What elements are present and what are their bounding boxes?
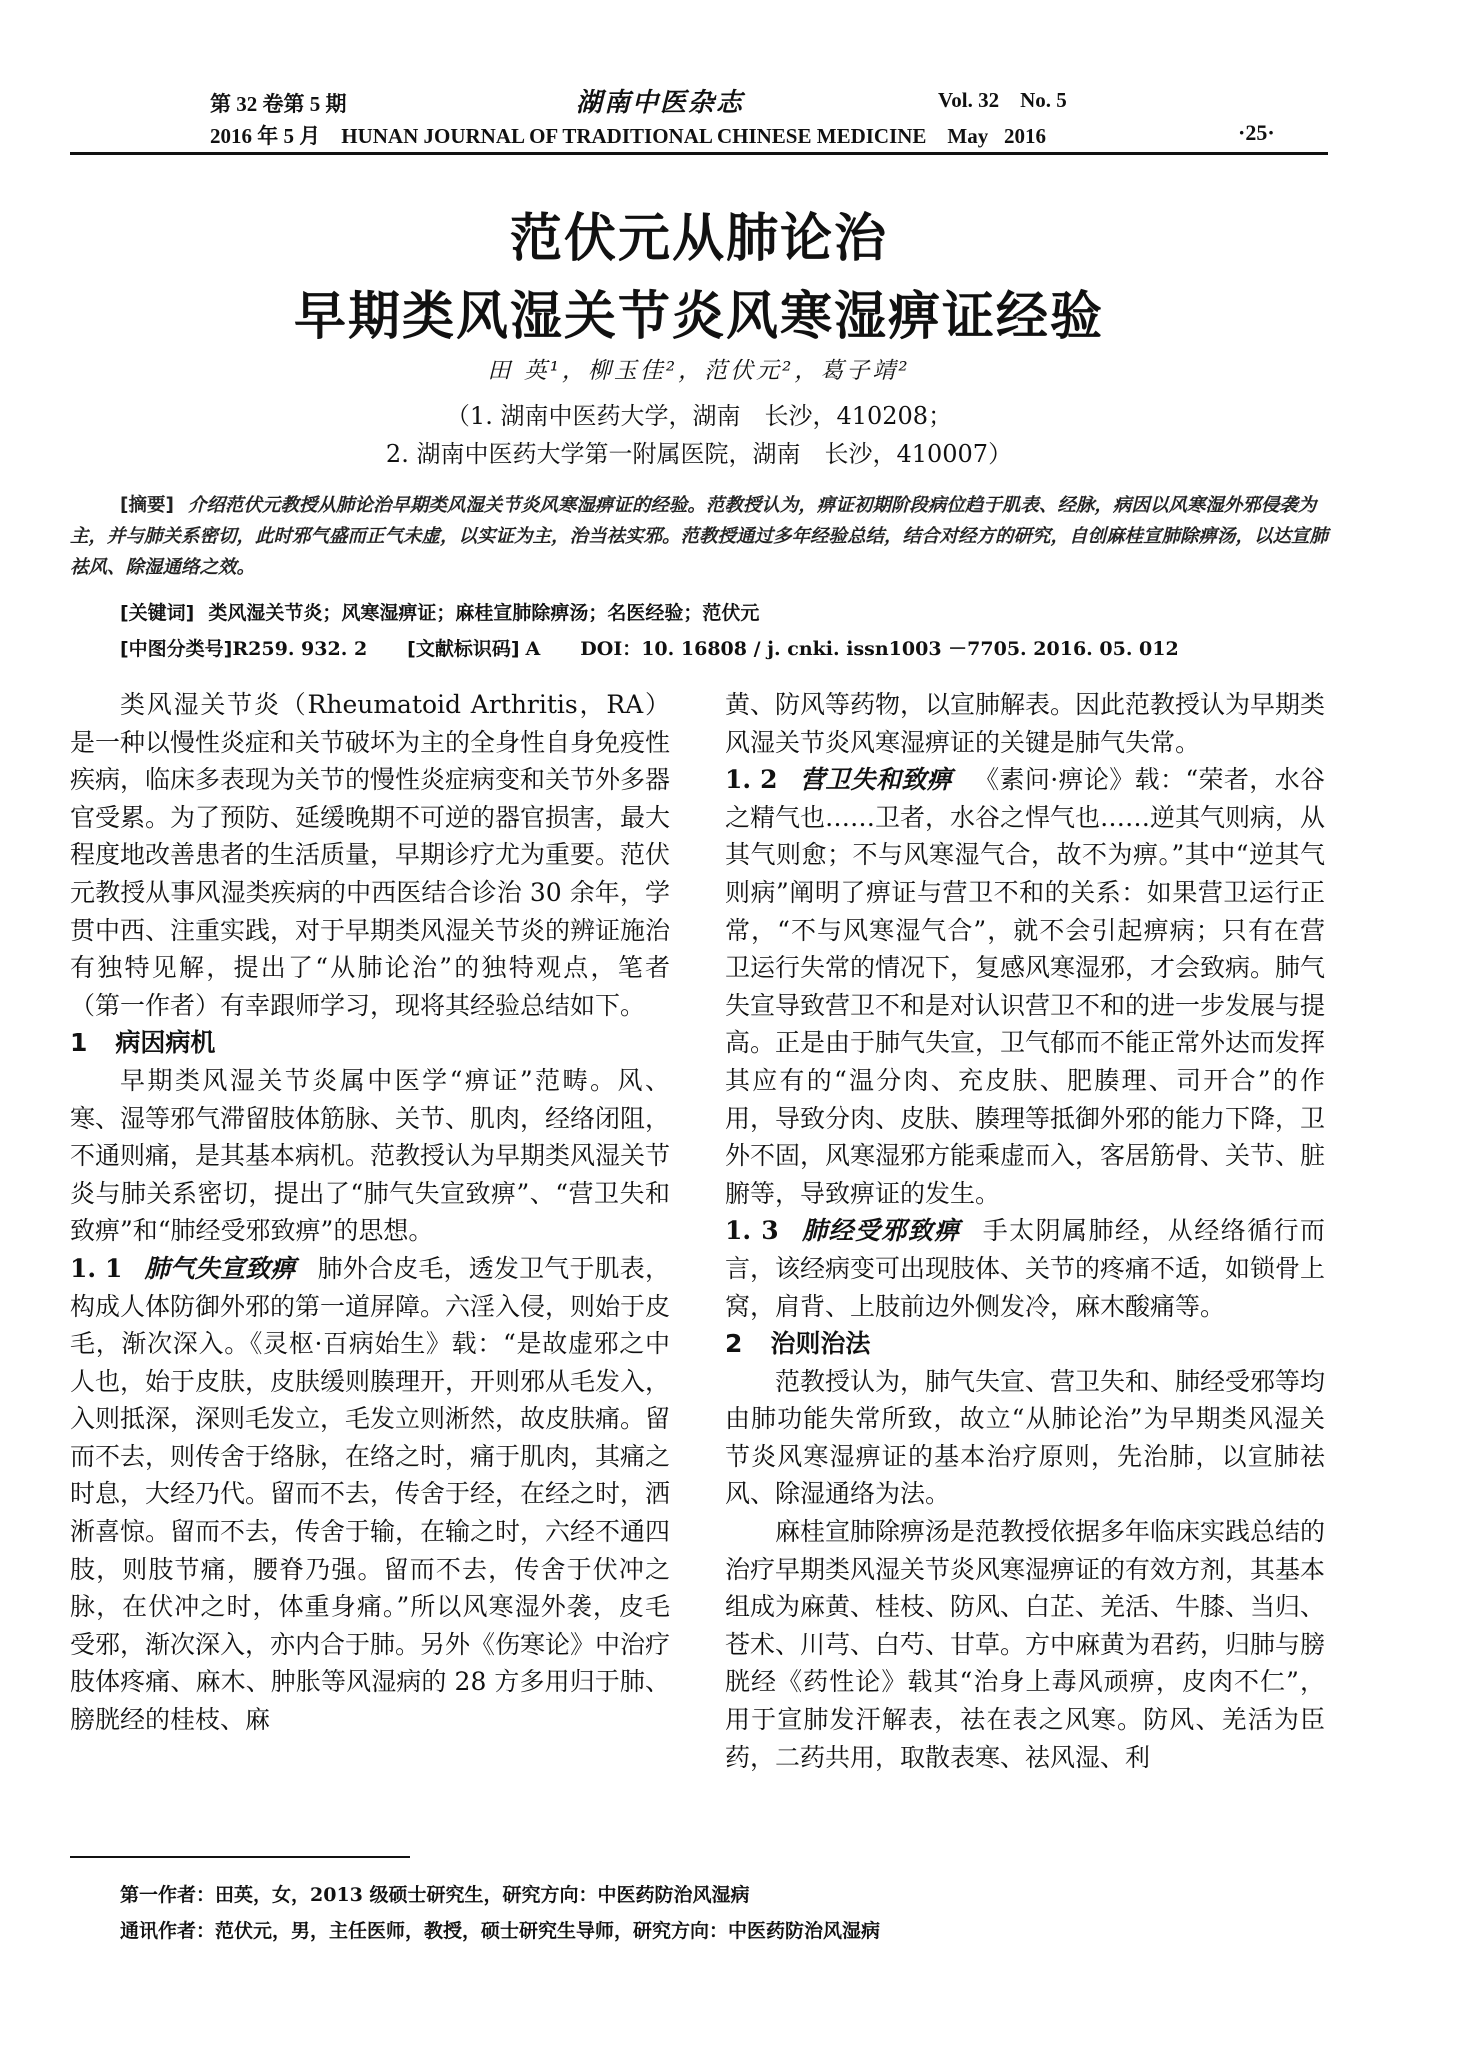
page-number: ·25· [1238, 120, 1275, 145]
subsection-title: 营卫失和致痹 [799, 765, 953, 795]
abstract-label: [摘要] [120, 495, 174, 516]
abstract-text: 介绍范伏元教授从肺论治早期类风湿关节炎风寒湿痹证的经验。范教授认为，痹证初期阶段病位趋于肌表、经脉，病因以风寒湿外邪侵袭为主，并与肺关系密切，此时邪气盛而正气未虚，以实证为主，治当祛实邪。范教授通过多年经验总结，结合对经方的研究，自创麻桂宣肺除痹汤，以达宣肺祛风、除湿通络之效。 [70, 495, 1329, 578]
clc-code: R259. 932. 2 [232, 638, 368, 660]
footnote-corresponding-author: 通讯作者：范伏元，男，主任医师，教授，硕士研究生导师，研究方向：中医药防治风湿病 [120, 1920, 881, 1942]
section-title: 治则治法 [770, 1329, 871, 1359]
section-title: 病因病机 [115, 1028, 216, 1058]
subsection-1-3 [725, 1212, 1325, 1325]
clc-label: [中图分类号] [120, 638, 233, 660]
subsection-title: 肺经受邪致痹 [800, 1216, 961, 1246]
subsection-number: 1. 2 [725, 765, 778, 795]
affiliation-1: （1. 湖南中医药大学，湖南 长沙，410208； [445, 402, 953, 430]
journal-logo: 湖南中医杂志 [576, 88, 745, 118]
footnote-rule [70, 1856, 410, 1858]
subsection-title: 肺气失宣致痹 [144, 1253, 296, 1283]
affiliation-2: 2. 湖南中医药大学第一附属医院，湖南 长沙，410007） [385, 440, 1013, 468]
subsection-number: 1. 1 [70, 1253, 123, 1283]
doi: DOI：10. 16808 / j. cnki. issn1003 －7705. 2016. 05. 012 [580, 638, 1179, 660]
treatment-principle-paragraph: 范教授认为，肺气失宣、营卫失和、肺经受邪等均由肺功能失常所致，故立“从肺论治”为早期类风湿关节炎风寒湿痹证的基本治疗原则，先治肺，以宣肺祛风、除湿通络为法。 [725, 1366, 1326, 1509]
author-list: 田 英¹，柳玉佳²，范伏元²，葛子靖² [487, 358, 911, 384]
footnote-first-author: 第一作者：田英，女，2013 级硕士研究生，研究方向：中医药防治风湿病 [120, 1884, 750, 1906]
intro-paragraph: 类风湿关节炎（Rheumatoid Arthritis，RA）是一种以慢性炎症和关节破坏为主的全身性自身免疫性疾病，临床多表现为关节的慢性炎症病变和关节外多器官受累。为了预防、延缓晚期不可逆的器官损害，最大程度地改善患者的生活质量，早期诊疗尤为重要。范伏元教授从事风湿类疾病的中西医结合诊治 30 余年，学贯中西、注重实践，对于早期类风湿关节炎的辨证施治有独特见解，提出了“从肺论治”的独特观点，笔者（第一作者）有幸跟师学习，现将其经验总结如下。 [70, 690, 671, 1020]
journal-date-line: 2016 年 5 月 HUNAN JOURNAL OF TRADITIONAL CHINESE MEDICINE May 2016 [210, 124, 1046, 148]
section-number: 2 [725, 1329, 743, 1359]
body-right-column [725, 686, 1325, 1776]
section-number: 1 [70, 1028, 88, 1058]
subsection-1-1 [70, 1250, 670, 1739]
continued-paragraph: 黄、防风等药物，以宣肺解表。因此范教授认为早期类风湿关节炎风寒湿痹证的关键是肺气失常。 [725, 690, 1326, 757]
doc-label: [文献标识码] [407, 638, 520, 660]
abstract [70, 490, 1328, 583]
section-heading-2 [725, 1325, 1325, 1363]
subsection-text: 《素问·痹论》载：“荣者，水谷之精气也……卫者，水谷之悍气也……逆其气则病，从其气则愈；不与风寒湿气合，故不为痹。”其中“逆其气则病”阐明了痹证与营卫不和的关系：如果营卫运行正常，“不与风寒湿气合”，就不会引起痹病；只有在营卫运行失常的情况下，复感风寒湿邪，才会致病。肺气失宣导致营卫不和是对认识营卫不和的进一步发展与提高。正是由于肺气失宣，卫气郁而不能正常外达而发挥其应有的“温分肉、充皮肤、肥腠理、司开合”的作用，导致分肉、皮肤、腠理等抵御外邪的能力下降，卫外不固，风寒湿邪方能乘虚而入，客居筋骨、关节、脏腑等，导致痹证的发生。 [725, 765, 1326, 1208]
etiology-paragraph: 早期类风湿关节炎属中医学“痹证”范畴。风、寒、湿等邪气滞留肢体筋脉、关节、肌肉，经络闭阻，不通则痛，是其基本病机。范教授认为早期类风湿关节炎与肺关系密切，提出了“肺气失宣致痹”、“营卫失和致痹”和“肺经受邪致痹”的思想。 [70, 1065, 671, 1246]
section-heading-1 [70, 1024, 670, 1062]
subsection-1-2 [725, 761, 1325, 1212]
body-left-column [70, 686, 670, 1739]
volume-issue-en: Vol. 32 No. 5 [938, 88, 1067, 112]
header-rule [70, 152, 1328, 155]
keywords-label: [关键词] [120, 602, 195, 624]
volume-issue-cn: 第 32 卷第 5 期 [210, 92, 347, 116]
subsection-text: 肺外合皮毛，透发卫气于肌表，构成人体防御外邪的第一道屏障。六淫入侵，则始于皮毛，渐次深入。《灵枢·百病始生》载：“是故虚邪之中人也，始于皮肤，皮肤缓则腠理开，开则邪从毛发入，入则抵深，深则毛发立，毛发立则淅然，故皮肤痛。留而不去，则传舍于络脉，在络之时，痛于肌肉，其痛之时息，大经乃代。留而不去，传舍于经，在经之时，洒淅喜惊。留而不去，传舍于输，在输之时，六经不通四肢，则肢节痛，腰脊乃强。留而不去，传舍于伏冲之脉，在伏冲之时，体重身痛。”所以风寒湿外袭，皮毛受邪，渐次深入，亦内合于肺。另外《伤寒论》中治疗肢体疼痛、麻木、肿胀等风湿病的 28 方多用归于肺、膀胱经的桂枝、麻 [70, 1253, 671, 1735]
classification-line [120, 634, 1215, 661]
article-title-line2: 早期类风湿关节炎风寒湿痹证经验 [293, 287, 1104, 347]
subsection-number: 1. 3 [725, 1216, 779, 1246]
article-title-line1: 范伏元从肺论治 [509, 209, 888, 269]
subsection-text: 手太阴属肺经，从经络循行而言，该经病变可出现肢体、关节的疼痛不适，如锁骨上窝，肩背、上肢前边外侧发冷，麻木酸痛等。 [725, 1216, 1326, 1321]
doc-code: A [525, 638, 541, 660]
keywords-text: 类风湿关节炎；风寒湿痹证；麻桂宣肺除痹汤；名医经验；范伏元 [208, 602, 760, 624]
prescription-paragraph: 麻桂宣肺除痹汤是范教授依据多年临床实践总结的治疗早期类风湿关节炎风寒湿痹证的有效方剂，其基本组成为麻黄、桂枝、防风、白芷、羌活、牛膝、当归、苍术、川芎、白芍、甘草。方中麻黄为君药，归肺与膀胱经《药性论》载其“治身上毒风顽痹，皮肉不仁”，用于宣肺发汗解表，祛在表之风寒。防风、羌活为臣药，二药共用，取散表寒、祛风湿、利 [725, 1517, 1326, 1772]
keywords [120, 598, 759, 625]
